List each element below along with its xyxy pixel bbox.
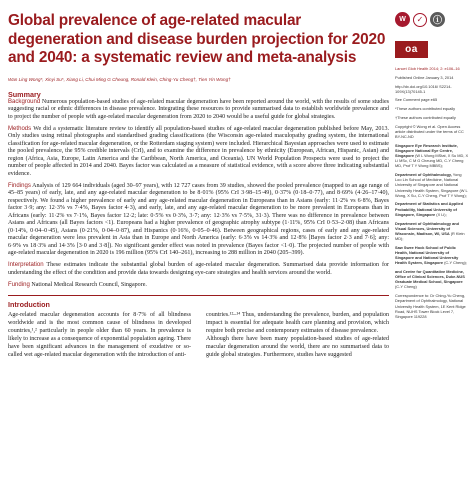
affiliation-name: Singapore Eye Research Institute, Singapore National Eye Centre, Singapore	[395, 142, 458, 159]
article-title: Global prevalence of age-related macular degeneration and disease burden projection for 2020 and 2040: a systematic review and meta-analysis	[8, 12, 386, 66]
affiliation	[395, 245, 469, 266]
section-divider	[8, 295, 389, 296]
background-text: Numerous population-based studies of age-related macular degeneration have been reported around the world, with the results of some studies suggesting racial or ethnic differences in disease prevalence. Integrating these resources to provide summarised data to establish worldwide prevalence and to project the number of people with age-related macular degeneration from 2020 to 2040 would be a useful guide for global strategies.	[8, 98, 389, 120]
crossmark-icon[interactable]: ✓	[413, 13, 427, 27]
interpretation-label: Interpretation	[8, 262, 44, 268]
affiliation	[395, 201, 469, 216]
affiliation-name: and Centre for Quantitative Medicine, Office of Clinical Sciences, Duke-NUS Graduate Medical School, Singapore	[395, 268, 465, 285]
introduction-right-column: countries.¹²–¹⁴ Thus, understanding the prevalence, burden, and population impact is essential for adequate health care planning and provision, which require both precise and contemporary estimates of disease prevalence. Although there have been many population-based studies of age-related macular degeneration around the world, there are no summarised data to guide global strategies. Furthermore, studies have suggested	[206, 312, 389, 359]
equal-contribution-note-1: *These authors contributed equally	[395, 106, 456, 112]
article-main	[8, 12, 389, 360]
published-date: Published Online January 3, 2014	[395, 74, 454, 80]
introduction-left-column: Age-related macular degeneration accounts for 8·7% of all blindness worldwide and is the most common cause of blindness in developed countries,¹,² particularly in people older than 60 years. In prevalence is likely to increase as a consequence of exponential population ageing. There have been significant advances in the management of exudative or so-called wet age-related macular degeneration with the introduction of anti-	[8, 312, 191, 359]
affiliation-detail: (C-Y Cheng)	[395, 284, 417, 290]
affiliation	[395, 172, 469, 198]
summary-methods	[8, 126, 389, 179]
article-sidebar	[395, 12, 469, 323]
open-access-badge: oa	[395, 41, 428, 58]
sidebar-notes	[395, 66, 469, 319]
sidebar-icons	[395, 12, 469, 27]
affiliation-detail: (R Klein MD);	[395, 230, 465, 241]
affiliation	[395, 221, 469, 242]
methods-label: Methods	[8, 125, 32, 132]
affiliation-detail: (X Li);	[435, 211, 447, 217]
affiliation-detail: (C-Y Cheng);	[443, 260, 467, 266]
lancet-w-icon[interactable]: W	[395, 12, 410, 27]
introduction-body	[8, 311, 389, 360]
findings-label: Findings	[8, 182, 31, 189]
summary-heading: Summary	[8, 89, 41, 99]
introduction-heading: Introduction	[8, 300, 50, 309]
background-label: Background	[8, 98, 41, 105]
affiliation-detail: Yong Loo Lin School of Medicine, National University of Singapore and National University Health System, Singapore (W L Wong, X Su, C-Y Cheng, Prof T Y Wong);	[395, 172, 468, 198]
affiliation	[395, 269, 469, 290]
affiliation-name: Department of Statistics and Applied Probability, National University of Singapore, Singapore	[395, 201, 463, 217]
affiliation-detail: (W L Wong MStat, X Su MD, X Li MSc, C M G Cheung MD, C-Y Cheng MD, Prof T Y Wong MBBS);	[395, 153, 469, 169]
author-list: Wan Ling Wong*, Xinyi Su*, Xiang Li, Chui Ming G Cheung, Ronald Klein, Ching-Yu Cheng†, Tien Yin Wong†	[8, 76, 231, 82]
affiliation-name: Department of Ophthalmology,	[395, 172, 452, 178]
interpretation-text: These estimates indicate the substantial global burden of age-related macular degeneration. Summarised data provide information for understanding the effect of the condition and provide data towards designing eye-care strategies and health services around the world.	[8, 262, 389, 276]
journal-reference: Lancet Glob Health 2014; 2: e106–16	[395, 66, 460, 71]
copyright-note: Copyright © Wong et al. Open Access article distributed under the terms of CC BY-NC-ND	[395, 123, 464, 139]
summary-background	[8, 99, 389, 122]
findings-text: Analysis of 129 664 individuals (aged 30–97 years), with 12 727 cases from 39 studies, showed the pooled prevalence (mapped to an age range of 45–85 years) of early, late, and any age-related macular degeneration to be 8·01% (95% CrI 3·98–15·49), 0·37% (0·18–0·77), and 8·69% (4·26–17·40), respectively. We found a higher prevalence of early and any age-related macular degeneration in Europeans than in Asians (early: 11·2% vs 6·8%, Bayes factor 3·9; any: 12·3% vs 7·4%, Bayes factor 4·3), and early, late, and any age-related macular degeneration to be more prevalent in Europeans than in Africans (early: 11·2% vs 7·1%, Bayes factor 12·2; late: 0·5% vs 0·3%, 3·7; any: 12·3% vs 7·5%, 31·3). There was no difference in prevalence between Asians and Africans (all Bayes factors <1). Europeans had a higher prevalence of geographic atrophy subtype (1·11%, 95% CrI 0·53–2·08) than Africans (0·14%, 0·04–0·45), Asians (0·21%, 0·04–0·87), and Hispanics (0·16%, 0·05–0·46). Between geographical regions, cases of early and any age-related macular degeneration were less prevalent in Asia than in Europe and North America (early: 6·3% vs 14·3% and 12·8% [Bayes factor 2·3 and 7·6]; any: 6·9% vs 18·3% and 14·3% [3·0 and 3·8]). No significant gender effect was noted in prevalence (Bayes factor <1·0). The projected number of people with age-related macular degeneration in 2020 is 196 million (95% CrI 140–261), increasing to 288 million in 2040 (205–399).	[8, 182, 389, 256]
oa-circle-icon[interactable]: ⓘ	[430, 12, 445, 27]
summary-interpretation	[8, 262, 389, 277]
affiliation-name: Department of Ophthalmology and Visual Sciences, University of Wisconsin, Madison, WI, USA	[395, 220, 459, 236]
comment-link[interactable]: See Comment page e65	[395, 97, 438, 103]
correspondence: Correspondence to: Dr Ching-Yu Cheng, Department of Ophthalmology, National University Health System, 1E Kent Ridge Road, NUHS Tower Block Level 7, Singapore 119228	[395, 293, 466, 319]
funding-label: Funding	[8, 281, 30, 288]
affiliation	[395, 143, 469, 169]
summary-findings	[8, 183, 389, 258]
summary-funding	[8, 282, 389, 290]
equal-contribution-note-2: †These authors contributed equally	[395, 114, 456, 120]
methods-text: We did a systematic literature review to identify all population-based studies of age-related macular degeneration published before May, 2013. Only studies using retinal photographs and standardised grading classifications (the Wisconsin age-related maculopathy grading system, the international classification for age-related macular degeneration, or the Rotterdam staging system) were included. Hierarchical Bayesian approaches were used to estimate the pooled prevalence, the 95% credible intervals (CrI), and to examine the difference in prevalence by ethnicity (European, African, Hispanic, Asian) and region (Africa, Asia, Europe, Latin America and the Caribbean, North America, and Oceania). UN World Population Prospects were used to project the number of people affected in 2014 and 2040. Bayes factor was calculated as a measure of statistical evidence, with a score above three indicating substantial evidence.	[8, 125, 389, 177]
doi-link[interactable]: http://dx.doi.org/10.1016/ S2214-109X(13)70145-1	[395, 83, 452, 94]
funding-text: National Medical Research Council, Singapore.	[29, 281, 147, 288]
affiliation-name: Saw Swee Hock School of Public Health, National University of Singapore and National University Health System, Singapore	[395, 244, 459, 266]
